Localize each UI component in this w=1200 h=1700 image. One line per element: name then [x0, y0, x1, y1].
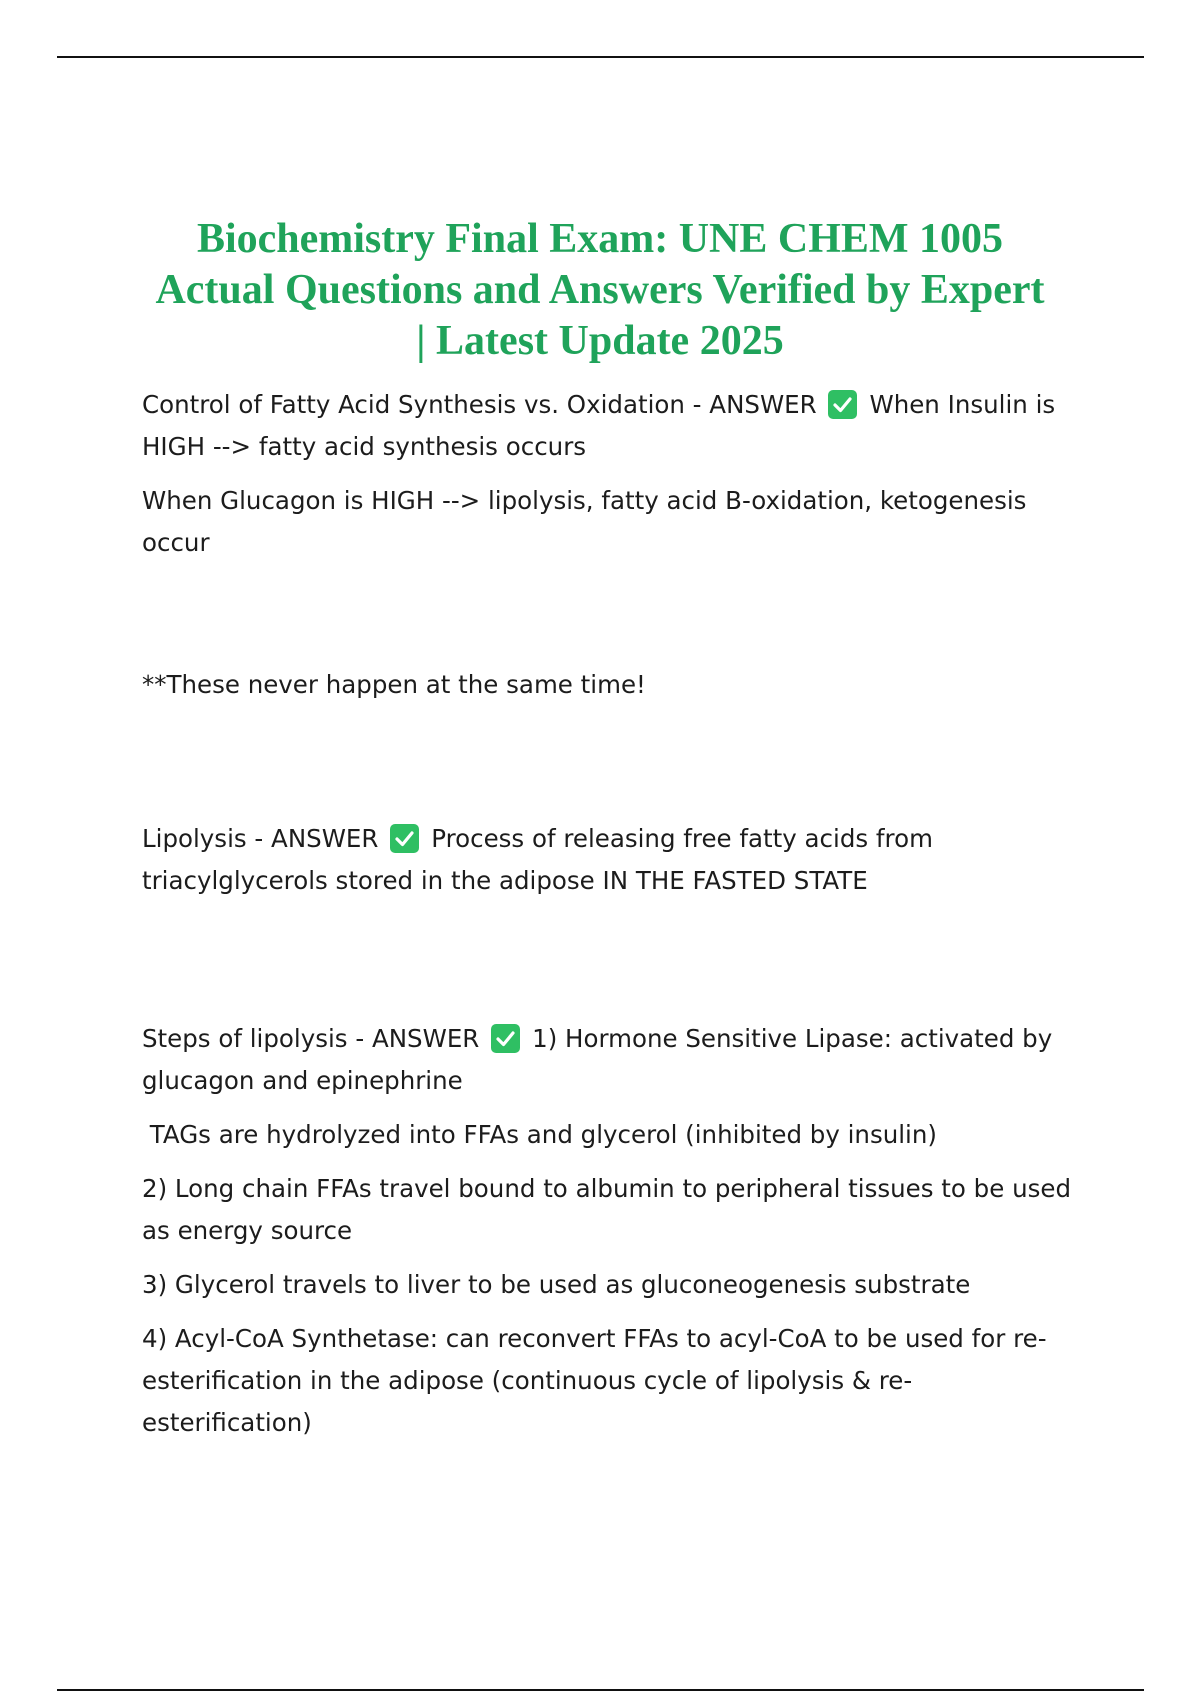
answer-detail: TAGs are hydrolyzed into FFAs and glycerol (inhibited by insulin) — [142, 1120, 937, 1149]
qa-entry-fatty-acid-control — [142, 384, 1072, 468]
answer-detail: 2) Long chain FFAs travel bound to albumin to peripheral tissues to be used as energy source — [142, 1174, 1071, 1245]
title-line: | Latest Update 2025 — [416, 318, 784, 364]
title-line: Biochemistry Final Exam: UNE CHEM 1005 — [196, 216, 1004, 262]
check-mark-icon — [390, 824, 419, 853]
document-title — [100, 214, 1100, 367]
check-mark-icon — [491, 1024, 520, 1053]
title-line: Actual Questions and Answers Verified by Expert — [155, 267, 1045, 313]
answer-note: **These never happen at the same time! — [142, 670, 646, 699]
answer-text: 1) Hormone Sensitive Lipase: activated by glucagon and epinephrine — [142, 1024, 1053, 1095]
answer-detail: 4) Acyl-CoA Synthetase: can reconvert FFAs to acyl-CoA to be used for re-esterification in the adipose (continuous cycle of lipolysis & re-esterification) — [142, 1324, 1047, 1437]
qa-entry-lipolysis — [142, 818, 1072, 902]
answer-detail: 3) Glycerol travels to liver to be used as gluconeogenesis substrate — [142, 1270, 971, 1299]
check-mark-icon — [828, 390, 857, 419]
top-divider — [57, 56, 1144, 58]
answer-detail: When Glucagon is HIGH --> lipolysis, fatty acid B-oxidation, ketogenesis occur — [142, 486, 1027, 557]
question-term: Steps of lipolysis - ANSWER — [142, 1024, 480, 1053]
bottom-divider — [57, 1689, 1144, 1691]
qa-entry-steps-of-lipolysis — [142, 1018, 1072, 1102]
question-term: Lipolysis - ANSWER — [142, 824, 379, 853]
answer-text: When Insulin is HIGH --> fatty acid synthesis occurs — [142, 390, 1056, 461]
question-term: Control of Fatty Acid Synthesis vs. Oxidation - ANSWER — [142, 390, 817, 419]
answer-text: Process of releasing free fatty acids from triacylglycerols stored in the adipose IN THE FASTED STATE — [142, 824, 933, 895]
document-body — [142, 384, 1072, 1444]
